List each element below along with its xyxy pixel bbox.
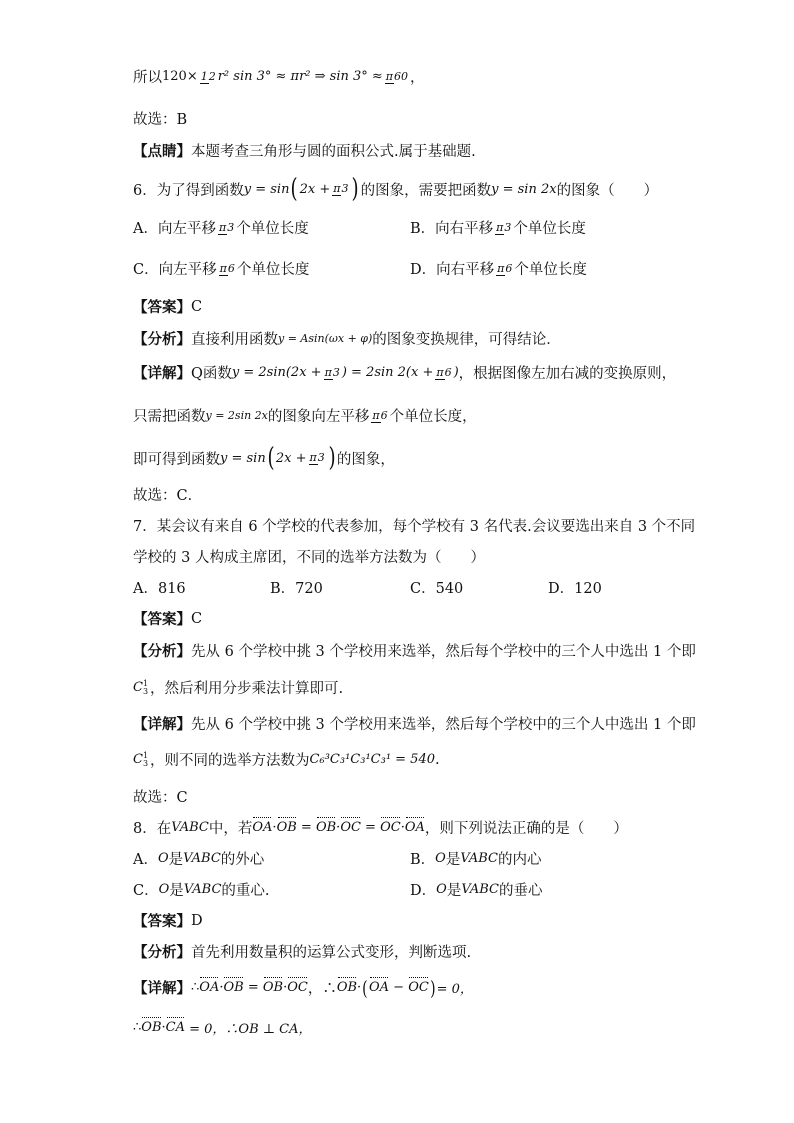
fraction: π60 — [385, 69, 409, 83]
question-6-option-c: C．向左平移 π6 个单位长度 — [133, 261, 310, 278]
question-7-answer: 【答案】 C — [133, 610, 203, 628]
question-6-detail-3: 即可得到函数 y = sin ( 2x + π3 ) 的图象， — [133, 443, 395, 473]
fraction: 12 — [200, 69, 216, 83]
comment-line — [133, 140, 476, 161]
text: 的图象，需要把函数 — [360, 182, 492, 199]
question-7-analysis: 【分析】 先从 6 个学校中挑 3 个学校用来选举，然后每个学校中的三个人中选出 1 个即 — [133, 643, 696, 660]
question-7-analysis-2: C 1 3 ，然后利用分步乘法计算即可. — [133, 678, 344, 697]
question-6-option-d: D．向右平移 π6 个单位长度 — [410, 261, 587, 278]
question-6-detail: 【详解】 Q函数 y = 2sin(2x + π3 ) = 2sin 2(x + π6 ) ，根据图像左加右减的变换原则， — [133, 365, 677, 382]
question-7-option-c: C．540 — [410, 581, 464, 597]
math: 2x + — [299, 181, 331, 197]
text: 的图象（ ） — [556, 182, 659, 199]
question-7-option-b: B．720 — [270, 581, 323, 597]
question-8-option-c: C． O 是 VABC 的重心. — [133, 882, 270, 899]
math: y = sin — [243, 181, 290, 197]
question-6-end: 故选：C． — [133, 488, 203, 504]
tag-dianjing: 【点睛】 — [133, 143, 191, 160]
question-6-answer: 【答案】 C — [133, 298, 203, 316]
paren: ( — [290, 174, 299, 204]
question-7-stem-1: 7．某会议有来自 6 个学校的代表参加，每个学校有 3 名代表.会议要选出来自 3 个不同 — [133, 519, 696, 535]
math: 120× — [162, 69, 198, 84]
question-8-detail: 【详解】 ∴ OA · OB = OB · OC ，∴ OB · ( OA − OC ) = 0， — [133, 975, 473, 1000]
text: 本题考查三角形与圆的面积公式.属于基础题. — [191, 144, 476, 160]
math: y = sin 2x — [491, 181, 557, 197]
question-8-answer: 【答案】 D — [133, 912, 203, 930]
question-7-detail-2: C 1 3 ，则不同的选举方法数为 C₆³C₃¹C₃¹C₃¹ = 540 . — [133, 750, 440, 769]
fraction: π3 — [333, 182, 349, 195]
question-6-option-b: B．向右平移 π3 个单位长度 — [410, 220, 586, 237]
question-7-detail: 【详解】 先从 6 个学校中挑 3 个学校用来选举，然后每个学校中的三个人中选出 1 个即 — [133, 716, 696, 733]
question-8-analysis: 【分析】 首先利用数量积的运算公式变形，判断选项. — [133, 944, 472, 961]
paren: ) — [351, 174, 360, 204]
text: 所以 — [133, 70, 162, 86]
answer-select-b: 故选：B — [133, 112, 188, 128]
question-6-analysis: 【分析】 直接利用函数 y = Asin(ωx + φ) 的图象变换规律，可得结论． — [133, 331, 561, 348]
question-8-option-a: A． O 是 VABC 的外心 — [133, 851, 265, 868]
question-8-detail-2: ∴ OB · CA = 0，∴OB ⊥ CA， — [133, 1020, 312, 1037]
text: 6．为了得到函数 — [133, 182, 244, 199]
math: r² sin 3° ≈ πr² ⇒ sin 3° ≈ — [217, 69, 383, 84]
question-7-stem-2: 学校的 3 人构成主席团，不同的选举方法数为（ ） — [133, 550, 485, 566]
question-8-option-b: B． O 是 VABC 的内心 — [410, 851, 542, 868]
question-7-option-d: D．120 — [548, 581, 602, 597]
solution-line-area — [133, 66, 425, 87]
text: ， — [410, 70, 425, 86]
question-8-option-d: D． O 是 VABC 的垂心 — [410, 882, 543, 899]
question-7-end: 故选：C — [133, 790, 188, 806]
question-8-stem: 8．在 VABC 中，若 OA · OB = OB · OC = OC · OA ，则下列说法正确的是（ ） — [133, 820, 628, 837]
question-6-stem — [133, 176, 658, 202]
question-6-option-a: A．向左平移 π3 个单位长度 — [133, 220, 309, 237]
question-6-detail-2: 只需把函数 y = 2sin 2x 的图象向左平移 π6 个单位长度， — [133, 408, 477, 425]
question-7-option-a: A．816 — [133, 581, 186, 597]
